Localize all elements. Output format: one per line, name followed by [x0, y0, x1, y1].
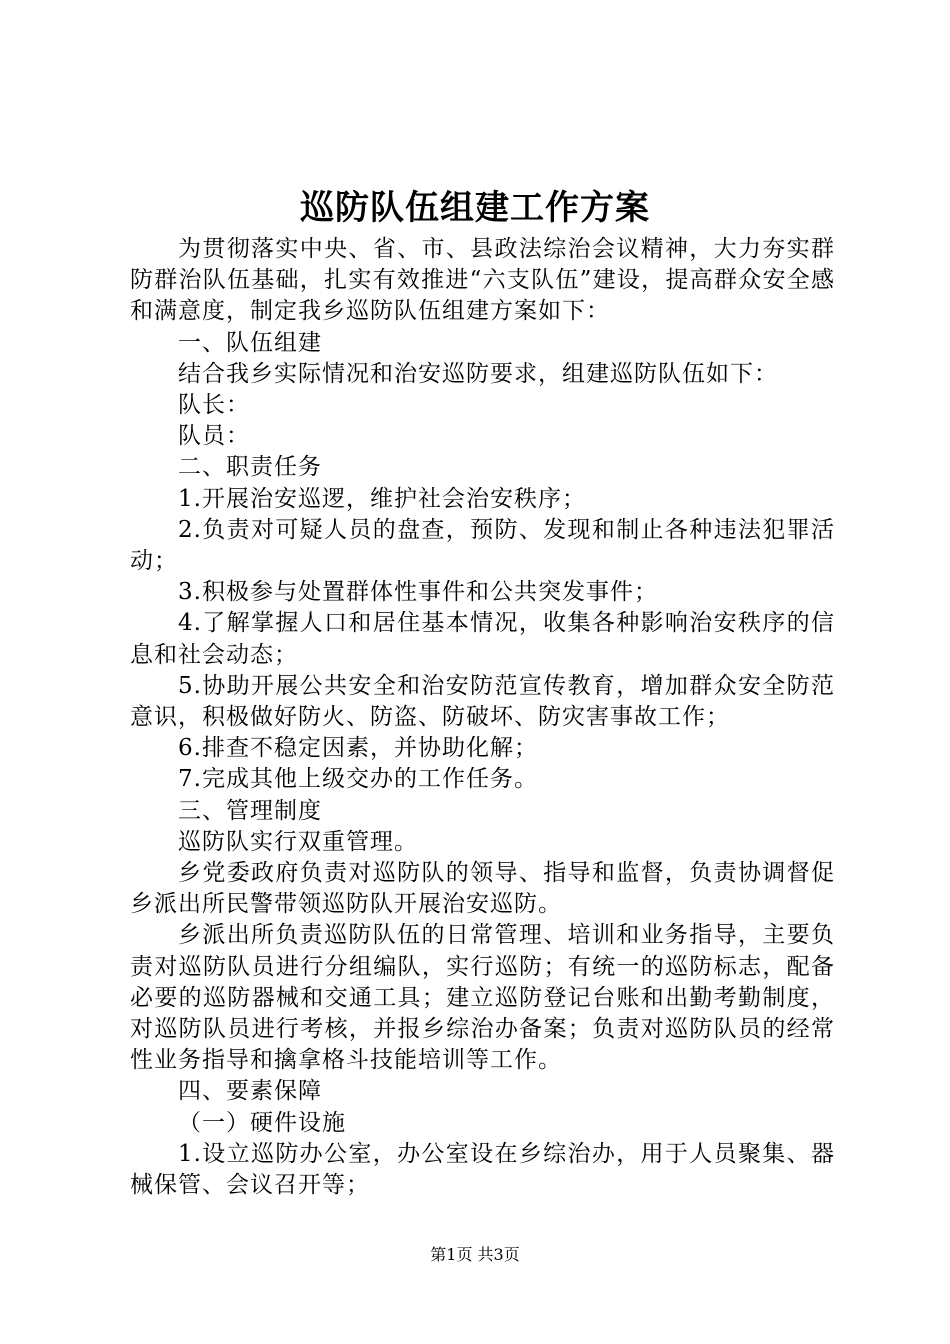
list-item: 6.排查不稳定因素，并协助化解；	[178, 735, 538, 762]
page-footer: 第1页 共3页	[430, 1245, 520, 1264]
paragraph: 队长：	[178, 392, 250, 419]
list-item: 3.积极参与处置群体性事件和公共突发事件；	[178, 579, 658, 606]
list-item: 5.协助开展公共安全和治安防范宣传教育，增加群众安全防范意识，积极做好防火、防盗、防破坏、防灾害事故工作；	[130, 672, 835, 731]
paragraph-intro: 为贯彻落实中央、省、市、县政法综治会议精神，大力夯实群防群治队伍基础，扎实有效推进“六支队伍”建设，提高群众安全感和满意度，制定我乡巡防队伍组建方案如下：	[130, 236, 835, 325]
list-item: 4.了解掌握人口和居住基本情况，收集各种影响治安秩序的信息和社会动态；	[130, 610, 835, 668]
heading-support: 四、要素保障	[178, 1078, 322, 1105]
paragraph: 结合我乡实际情况和治安巡防要求，组建巡防队伍如下：	[178, 360, 778, 387]
paragraph: 队员：	[178, 423, 250, 450]
paragraph: 巡防队实行双重管理。	[178, 828, 418, 855]
list-item: 1.开展治安巡逻，维护社会治安秩序；	[178, 485, 586, 512]
paragraph: 乡党委政府负责对巡防队的领导、指导和监督，负责协调督促乡派出所民警带领巡防队开展治安巡防。	[130, 860, 835, 918]
subheading-hardware: （一）硬件设施	[178, 1109, 346, 1136]
heading-management: 三、管理制度	[178, 797, 322, 824]
document-title: 巡防队伍组建工作方案	[300, 188, 650, 228]
document-body	[130, 234, 835, 1201]
list-item: 7.完成其他上级交办的工作任务。	[178, 766, 538, 793]
list-item: 2.负责对可疑人员的盘查，预防、发现和制止各种违法犯罪活动；	[130, 516, 835, 575]
heading-duties: 二、职责任务	[178, 454, 322, 481]
heading-team-formation: 一、队伍组建	[178, 329, 322, 356]
paragraph: 乡派出所负责巡防队伍的日常管理、培训和业务指导，主要负责对巡防队员进行分组编队，实行巡防；有统一的巡防标志，配备必要的巡防器械和交通工具；建立巡防登记台账和出勤考勤制度，对巡防队员进行考核，并报乡综治办备案；负责对巡防队员的经常性业务指导和擒拿格斗技能培训等工作。	[130, 922, 835, 1074]
list-item: 1.设立巡防办公室，办公室设在乡综治办，用于人员聚集、器械保管、会议召开等；	[130, 1140, 835, 1199]
